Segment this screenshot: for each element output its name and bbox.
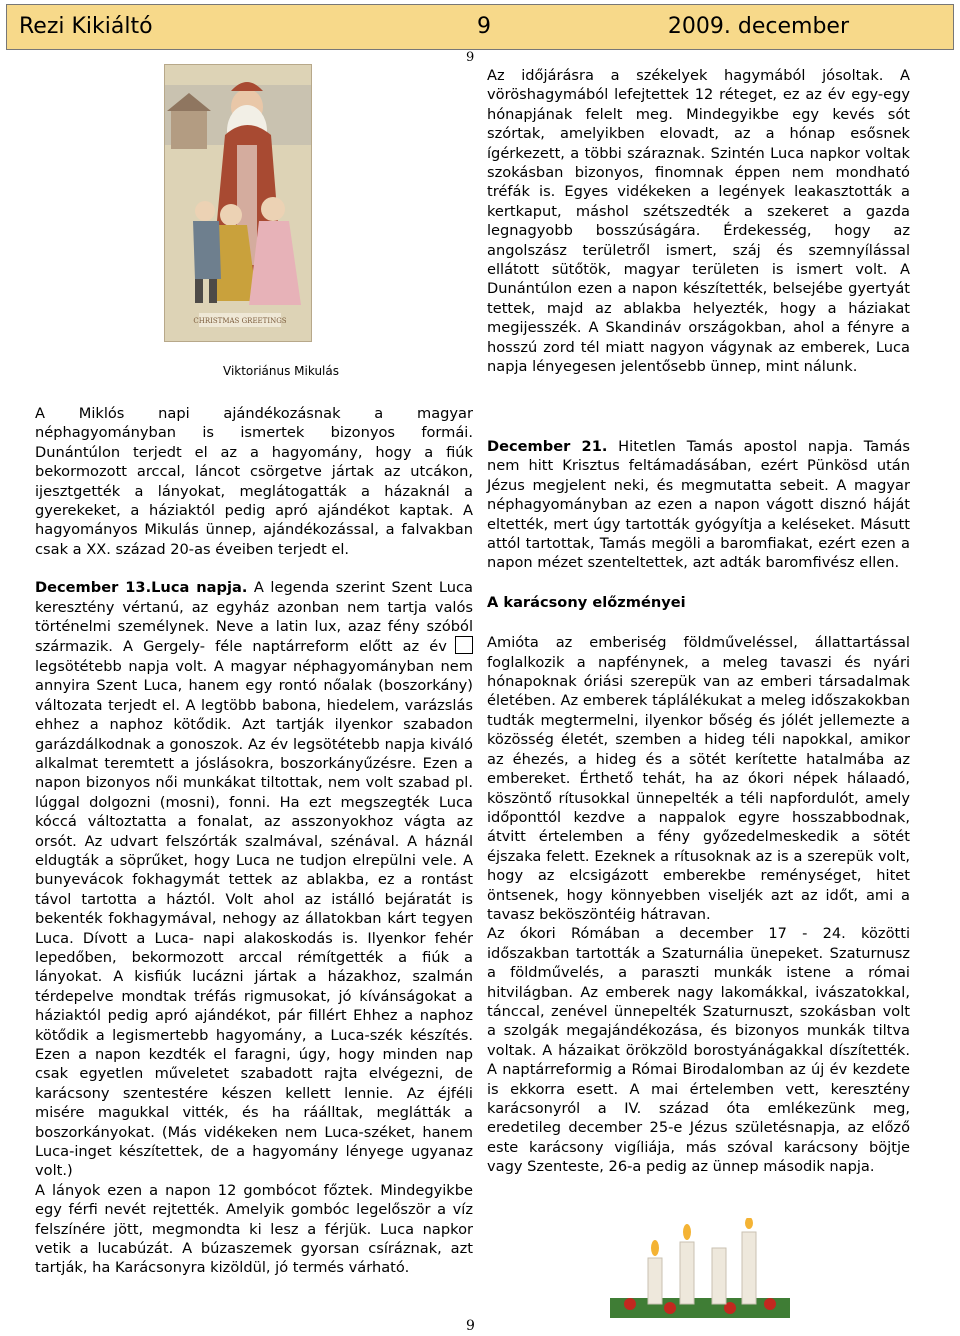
checkbox-glyph: [455, 636, 473, 654]
page-number-bottom: 9: [466, 1318, 475, 1334]
luca-text-start: A legenda szerint Szent Luca keresztény vértanú, az egyház azonban nem tartja valós történelmi személynek. Neve a latin lux, azaz fény szóból származik. A Gergely- féle naptárreform előtt az év: [35, 579, 473, 656]
header-date: 2009. december: [667, 14, 849, 39]
page-header: [6, 4, 954, 50]
luca-heading: December 13.Luca napja.: [35, 579, 248, 597]
weather-paragraph: Az időjárásra a székelyek hagymából jósoltak. A vöröshagymából lefejtettek 12 réteget, ez az év egy-egy hónapjának felelt meg. Mindegyikbe egy kevés sót szórtak, amelyikben elovadt, az a hónap esősnek ígérkezett, a többi száraznak. Szintén Luca napkor voltak szokásban bizonyos, finomnak éppen nem mondható tréfák is. Egyes vidékeken a legények leakasztották a kertkaput, máshol szétszedték a szekeret a gazda legnagyobb bosszúságára. Érdekesség, hogy az angolszász területről ismert, száj és szemnyílással ellátott sütőtök, magyar területen is ismert volt. A Dunántúlon ezen a napon készítették, belsejébe gyertyát tettek, majd az ablakba helyezték, hogy a háziakat megijesszék. A Skandináv országokban, ahol a fényre a hosszú zord tél miatt nagyon vágynak az emberek, Luca napja lényegesen jelentősebb ünnep, mint nálunk.: [487, 67, 910, 376]
santa-illustration: [165, 65, 312, 342]
christmas-paragraph-2: Az ókori Rómában a december 17 - 24. közötti időszakban tartották a Szaturnália ünepeket. Szaturnusz a földművelés, a paraszti munkák istene a római hitvilágban. Az emberek nagy lakomákkal, ivászatokkal, tánccal, zenével ünnepelték Szaturnuszt, szokásban volt a szolgák megajándékozása, és bizonyos munkák tiltva voltak. A házaikat örökzöld borostyánágakkal díszítették. A naptárreformig a Római Birodalomban az új év kezdete is ekkorra esett. A mai értelemben vett, keresztény karácsonyról a IV. század óta emlékezünk meg, eredetileg december 25-e Jézus születésnapja, az előző este karácsony vigíliája, más szóval karácsony böjtje vagy Szenteste, 26-a pedig az ünnep második napja.: [487, 925, 910, 1176]
tamas-paragraph: [487, 437, 910, 573]
victorian-santa-image: [164, 64, 312, 342]
tamas-text: Hitetlen Tamás apostol napja. Tamás nem hitt Krisztus feltámadásában, ezért Pünkösd után Jézus megjelent neki, és megmutatta sebeit. A magyar néphagyományban az ezen a napon vágott disznó háját eltették, mert úgy tartották gyógyítja a keléseket. Másutt attól tartottak, Tamás megöli a baromfiakat, ezért ezen a napon mézet szenteltettek, azt adták baromfivész ellen.: [487, 438, 910, 572]
luca-text-rest: legsötétebb napja volt. A magyar néphagyományban nem annyira Szent Luca, hanem egy rontó nőalak (boszorkány) változata terjedt el. A legtöbb babona, hiedelem, varázslás ehhez a naphoz kötődik. Azt tartják ilyenkor szabadon garázdálkodnak a gonoszok. Az év legsötétebb napja kiváló alkalmat teremtett a jóslásokra, boszorkányűzésre. Ezen a napon bizonyos női munkákat tiltottak, nem volt szabad pl. lúggal dolgozni (mosni), fonni. Ha ezt megszegték Luca kóccá változtatta a fonalat, az asszonyokhoz vágta az orsót. Az udvart felszórták szalmával, szénával. A háznál eldugták a söprűket, hogy Luca ne tudjon elrepülni vele. A bunyevácok fokhagymát tettek az ablakba, ez a rontást távol tartotta a háztól. Volt ahol az istálló bejáratát is bekenték fokhagymával, nehogy az állatokban kárt tegyen Luca. Dívott a Luca- napi alakoskodás is. Ilyenkor fehér lepedőben, bekormozott arccal rémítgették a fiúk a lányokat. A kisfiúk lucázni jártak a házakhoz, szalmán térdepelve mondtak tréfás rigmusokat, jó kívánságokat a háziaktól pedig apró ajándékot, pár fillért Ehhez a naphoz kötődik a legismertebb hagyomány, a Luca-szék készítés. Ezen a napon kezdték el faragni, úgy, hogy minden nap csak egyetlen műveletet szabadott rajta elvégezni, de karácsony szentestére készen kellett lennie. Az éjféli misére magukkal vitték, és ha ráálltak, meglátták a boszorkányokat. (Más vidékeken nem Luca-széket, hanem Luca-inget készítettek, de a hagyomány lényege ugyanaz volt.): [35, 657, 473, 1180]
mikulas-paragraph: A Miklós napi ajándékozásnak a magyar néphagyományban is ismertek bizonyos formái. Dunántúlon terjedt el az a hagyomány, hogy a fiúk bekormozott arccal, láncot csörgetve jártak az utcákon, ijesztgették a lányokat, meglátogatták a házaknál a gyerekeket, a háziaktól pedig apró ajándékot kaptak. A hagyományos Mikulás ünnep, ajándékozással, a falvakban csak a XX. század 20-as éveiben terjedt el.: [35, 405, 473, 558]
tamas-heading: December 21.: [487, 438, 608, 455]
right-column-weather: [487, 66, 910, 377]
advent-candles-image: [610, 1218, 790, 1318]
page-number-top: 9: [466, 50, 475, 65]
header-page-number: 9: [477, 14, 491, 39]
newsletter-title: Rezi Kikiáltó: [19, 14, 153, 39]
right-column-body: [487, 437, 910, 1177]
luca-paragraph: [35, 578, 473, 1181]
image-caption: Viktoriánus Mikulás: [223, 364, 339, 378]
card-greeting-text: CHRISTMAS GREETINGS: [193, 317, 287, 325]
left-column: [35, 404, 473, 1278]
gomboc-paragraph: A lányok ezen a napon 12 gombócot főztek. Mindegyikbe egy férfi nevét rejtették. Amelyik gombóc legelőször a víz felszínére jött, megmondta ki lesz a férjük. Luca napkor vetik a lucabúzát. A búzaszemek gyorsan csíráznak, azt tartják, ha Karácsonyra kizöldül, jó termés várható.: [35, 1181, 473, 1277]
christmas-paragraph-1: Amióta az emberiség földműveléssel, állattartással foglalkozik a napfénynek, a meleg tavaszi és nyári hónapoknak óriási szerepük van az emberi társadalmak életében. Az emberek táplálékukat a meleg időszakokban tudták megtermelni, ilyenkor bőség és jólét jellemezte a közösség életét, szemben a hideg téli napokkal, amikor az éhezés, a hideg és a sötét kerítette hatalmába az embereket. Érthető tehát, ha az ókori népek hálaadó, köszöntő rítusokkal ünnepelték a téli napfordulót, amely időponttól kezdve a nappalok egyre hosszabbodnak, átvitt értelemben a fény győzedelmeskedik a sötét éjszaka felett. Ezeknek a rítusoknak az is a szerepük volt, hogy az elcsigázott emberekbe reménységet, hitet öntsenek, hogy könnyebben viseljék azt az időt, ami a tavasz beköszöntéig hátravan.: [487, 634, 910, 923]
christmas-heading: A karácsony előzményei: [487, 593, 686, 611]
